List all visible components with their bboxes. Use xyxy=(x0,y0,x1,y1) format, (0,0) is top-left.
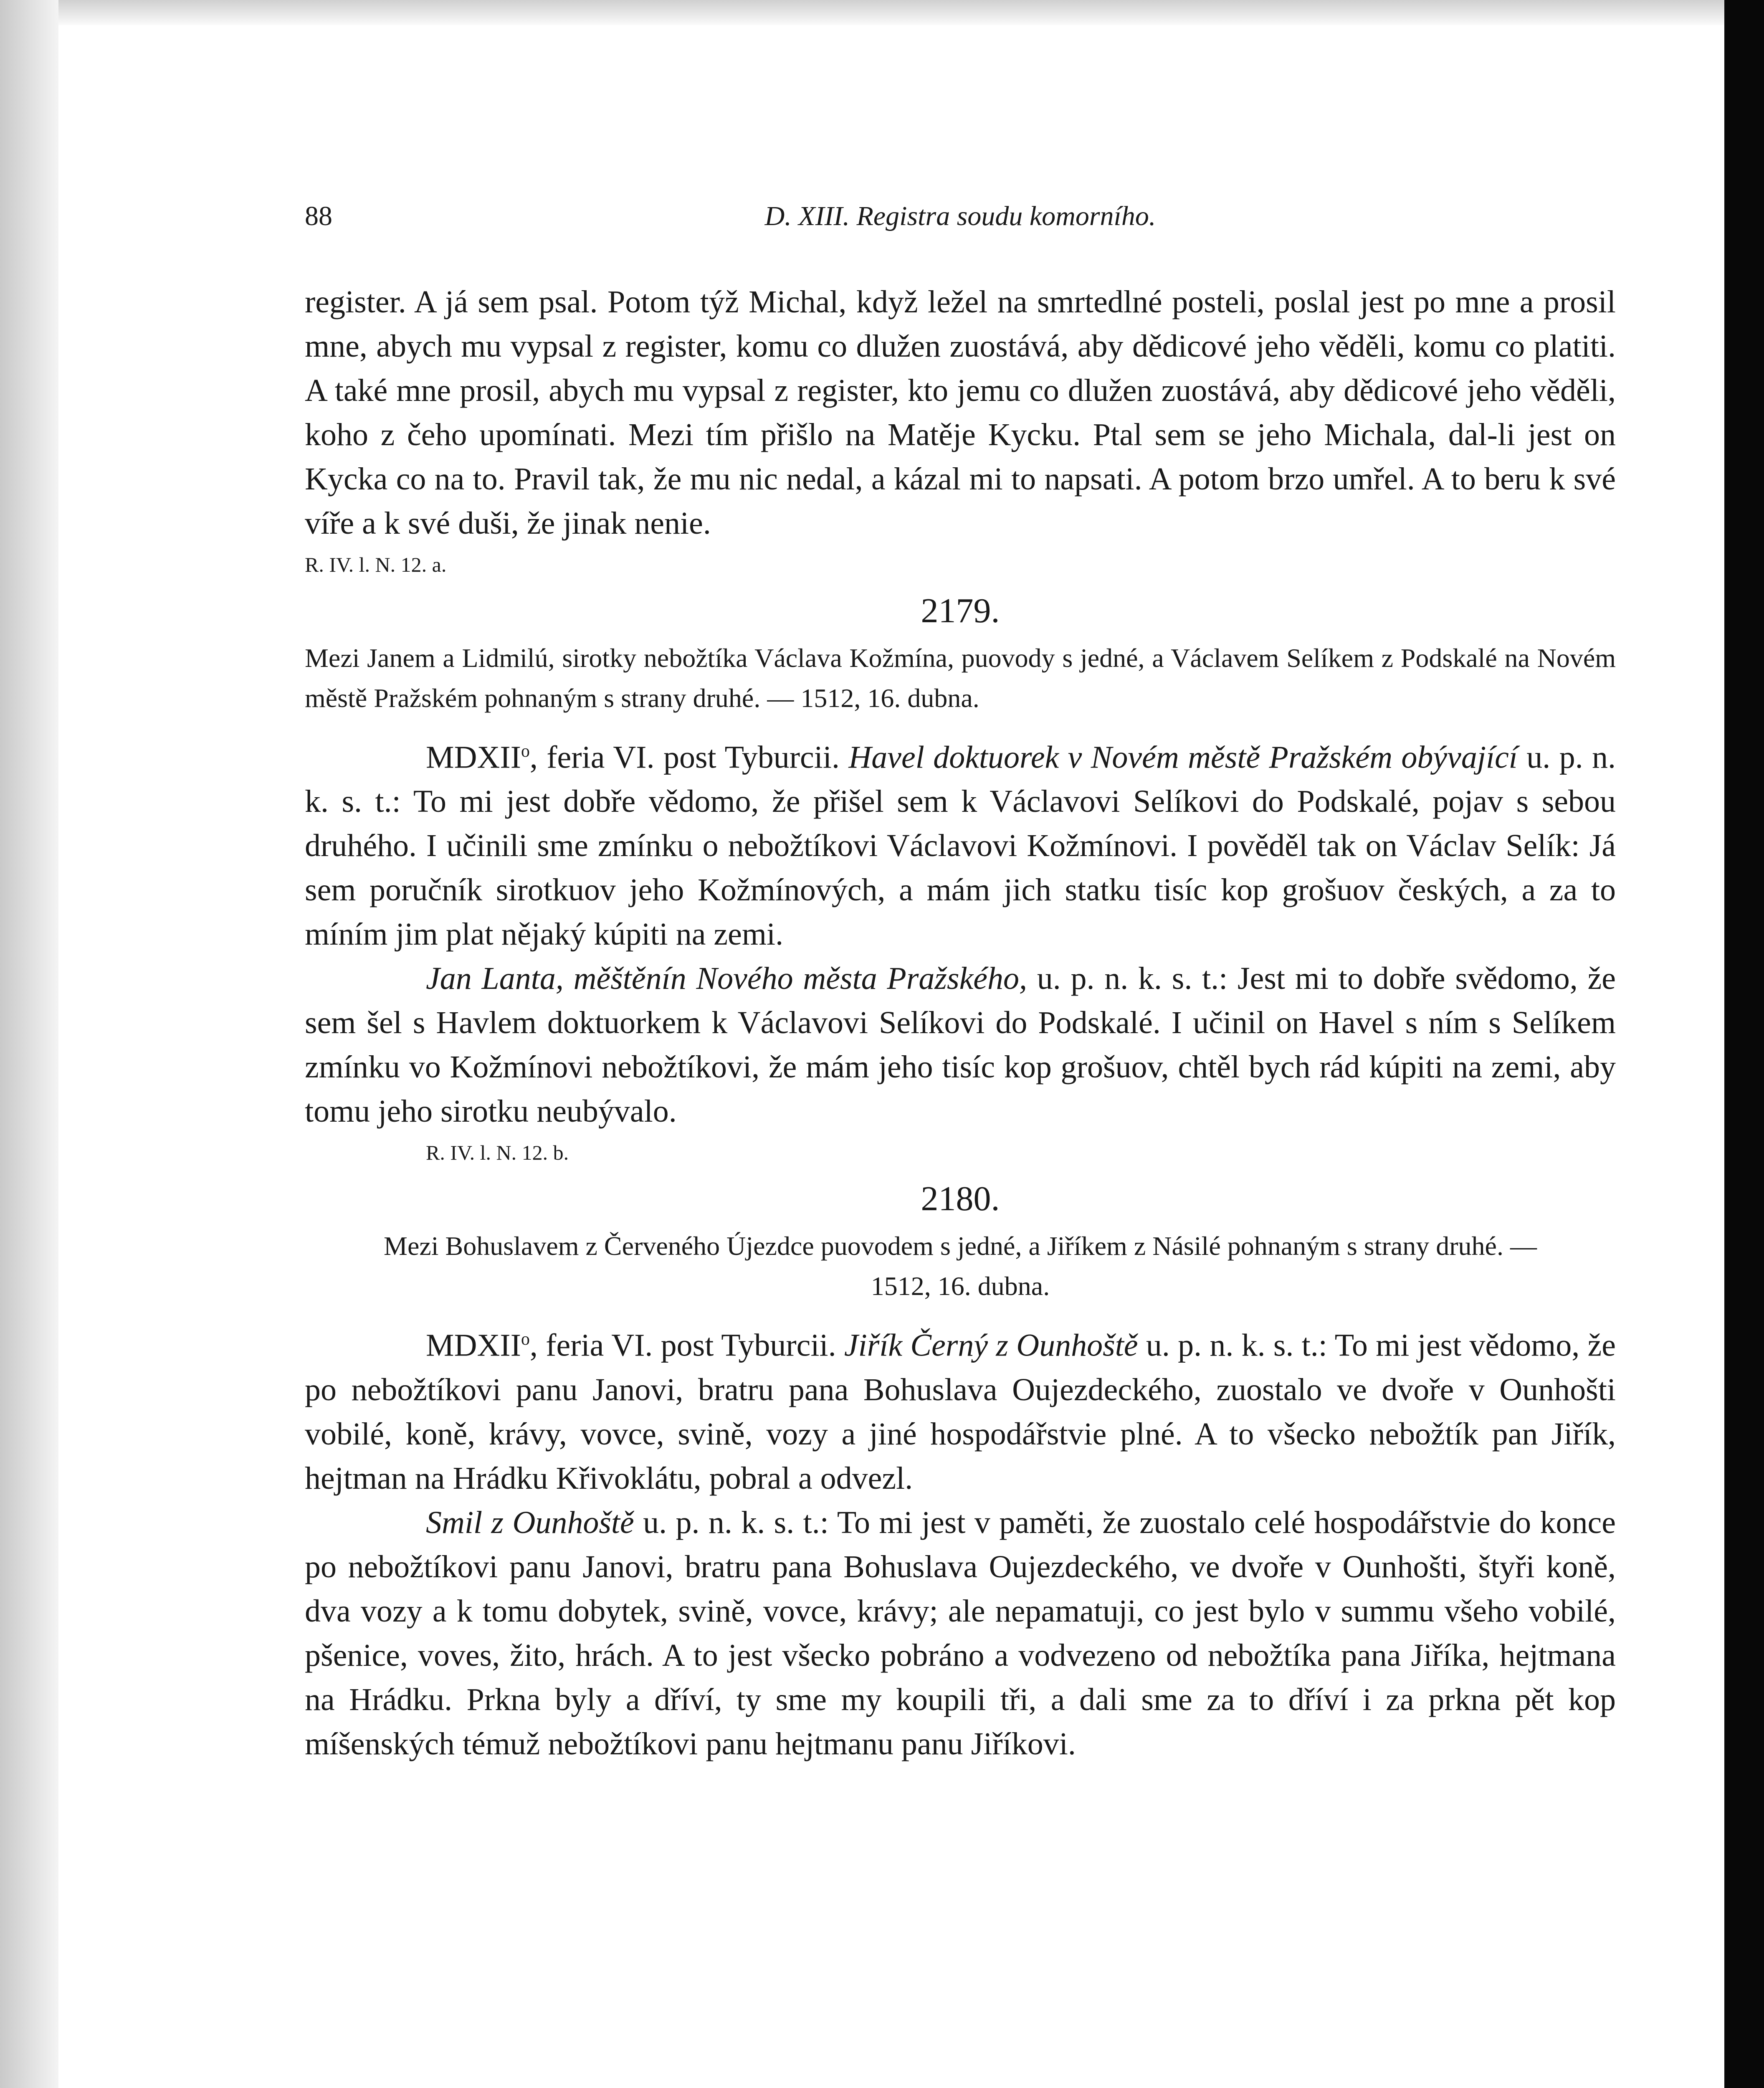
date-roman: MDXII xyxy=(426,1328,521,1363)
testimony-paragraph xyxy=(305,729,1616,956)
scan-left-edge xyxy=(0,0,58,2088)
testimony-text: u. p. n. k. s. t.: Jest mi to dobře svědomo, že sem šel s Havlem doktuorkem k Václavovi Selíkovi do Podskalé. I učinil on Havel s ním s Selíkem zmínku vo Kožmínovi nebožtíkovi, že mám jeho tisíc kop grošuov, chtěl bych rád kúpiti na zemi, aby tomu jeho sirotku neubývalo. xyxy=(305,961,1616,1129)
document-page xyxy=(305,175,1616,1766)
entry-regest: Mezi Bohuslavem z Červeného Újezdce puovodem s jedné, a Jiříkem z Násilé pohnaným s strany druhé. — 1512, 16. dubna. xyxy=(384,1231,1537,1301)
testimony-paragraph xyxy=(305,1317,1616,1500)
page-header xyxy=(305,175,1616,231)
scan-top-edge xyxy=(0,0,1764,25)
running-title: D. XIII. Registra soudu komorního. xyxy=(764,201,1156,231)
scan-right-border xyxy=(1724,0,1764,2088)
date-superscript: o xyxy=(521,742,530,761)
witness-name: Jan Lanta, měštěnín Nového města Pražského, xyxy=(426,961,1028,996)
testimony-paragraph xyxy=(305,956,1616,1133)
testimony-text: u. p. n. k. s. t.: To mi jest dobře vědomo, že přišel sem k Václavovi Selíkovi do Podskalé, pojav s sebou druhého. I učinili sme zmínku o nebožtíkovi Václavovi Kožmínovi. I pověděl tak on Václav Selík: Já sem poručník sirotkuov jeho Kožmínových, a mám jich statku tisíc kop grošuov českých, a za to míním jim plat nějaký kúpiti na zemi. xyxy=(305,740,1616,952)
testimony-text: u. p. n. k. s. t.: To mi jest v paměti, že zuostalo celé hospodářstvie do konce po nebožtíkovi panu Janovi, bratru pana Bohuslava Oujezdeckého, ve dvoře v Ounhošti, štyři koně, dva vozy a k tomu dobytek, svině, vovce, krávy; ale nepamatuji, co jest bylo v summu všeho vobilé, pšenice, voves, žito, hrách. A to jest všecko pobráno a vodvezeno od nebožtíka pana Jiříka, hejtmana na Hrádku. Prkna byly a dříví, ty sme my koupili tři, a dali sme za to dříví i za prkna pět kop míšenských témuž nebožtíkovi panu hejtmanu panu Jiříkovi. xyxy=(305,1505,1616,1761)
source-reference: R. IV. l. N. 12. b. xyxy=(426,1141,569,1165)
date-superscript: o xyxy=(521,1330,530,1349)
page-number: 88 xyxy=(305,201,332,231)
entry-regest: Mezi Janem a Lidmilú, sirotky nebožtíka Václava Kožmína, puovody s jedné, a Václavem Selíkem z Podskalé na Novém městě Pražském pohnaným s strany druhé. — 1512, 16. dubna. xyxy=(305,643,1616,713)
entry-number: 2180. xyxy=(921,1179,1000,1219)
date-feria: , feria VI. post Tyburcii. xyxy=(529,740,840,775)
continuation-paragraph: register. A já sem psal. Potom týž Michal, když ležel na smrtedlné posteli, poslal jest po mne a prosil mne, abych mu vypsal z register, komu co dlužen zuostává, aby dědicové jeho věděli, komu co platiti. A také mne prosil, abych mu vypsal z register, kto jemu co dlužen zuostává, aby dědicové jeho věděli, koho z čeho upomínati. Mezi tím přišlo na Matěje Kycku. Ptal sem se jeho Michala, dal-li jest on Kycka co na to. Pravil tak, že mu nic nedal, a kázal mi to napsati. A potom brzo umřel. A to beru k své víře a k své duši, že jinak nenie. xyxy=(305,284,1616,541)
testimony-text: u. p. n. k. s. t.: To mi jest vědomo, že po nebožtíkovi panu Janovi, bratru pana Bohuslava Oujezdeckého, zuostalo ve dvoře v Ounhošti vobilé, koně, krávy, vovce, svině, vozy a jiné hospodářstvie plné. A to všecko nebožtík pan Jiřík, hejtman na Hrádku Křivoklátu, pobral a odvezl. xyxy=(305,1328,1616,1496)
body-text xyxy=(305,280,1616,1766)
source-reference: R. IV. l. N. 12. a. xyxy=(305,553,447,576)
testimony-paragraph xyxy=(305,1500,1616,1766)
witness-name: Havel doktuorek v Novém městě Pražském obývající xyxy=(848,740,1518,775)
entry-number: 2179. xyxy=(921,591,1000,630)
witness-name: Jiřík Černý z Ounhoště xyxy=(844,1328,1138,1363)
date-roman: MDXII xyxy=(426,740,521,775)
date-feria: , feria VI. post Tyburcii. xyxy=(529,1328,836,1363)
witness-name: Smil z Ounhoště xyxy=(426,1505,634,1540)
